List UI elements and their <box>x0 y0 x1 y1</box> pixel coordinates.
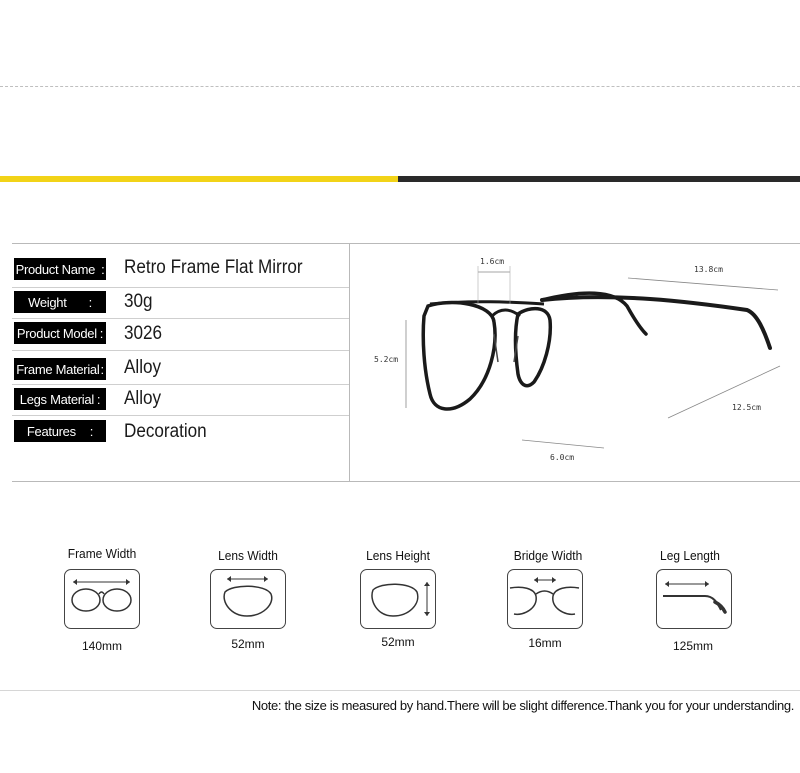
spec-colon: : <box>96 391 101 407</box>
spec-label-product-model <box>14 322 106 344</box>
measure-value-bridge-width: 16mm <box>528 636 562 650</box>
accent-bar-dark <box>398 176 800 182</box>
dim-line-leg <box>668 366 780 418</box>
measurement-note: Note: the size is measured by hand.There will be slight difference.Thank you for your understanding. <box>251 698 794 713</box>
dim-label-total: 13.8cm <box>694 265 723 274</box>
dim-line-total <box>628 278 778 290</box>
spec-label-text: Weight <box>28 294 67 310</box>
glasses-temple-arm <box>542 297 770 348</box>
bridge-width-icon <box>507 569 583 629</box>
accent-bar-yellow <box>0 176 398 182</box>
lens-width-icon <box>210 569 286 629</box>
spec-value-product-name: Retro Frame Flat Mirror <box>124 257 303 278</box>
spec-colon: : <box>101 261 105 277</box>
spec-label-product-name <box>14 258 106 280</box>
glasses-top-bar <box>430 302 544 304</box>
table-divider <box>349 243 350 481</box>
glasses-bridge <box>492 310 520 316</box>
spec-colon: : <box>100 361 104 377</box>
dim-label-leg: 12.5cm <box>732 403 761 412</box>
dim-label-bridge: 1.6cm <box>480 257 505 266</box>
spec-label-text: Product Model <box>16 325 97 341</box>
measure-title-lens-height: Lens Height <box>366 548 430 563</box>
spec-label-text: Frame Material <box>16 361 100 377</box>
spec-value-legs-material: Alloy <box>124 388 162 409</box>
leg-length-icon <box>656 569 732 629</box>
measure-title-leg-length: Leg Length <box>660 548 720 563</box>
measure-title-frame-width: Frame Width <box>67 546 137 561</box>
spec-label-text: Product Name <box>15 261 96 277</box>
dim-line-lens <box>522 440 604 448</box>
spec-label-frame-material <box>14 358 106 380</box>
table-bottom-border <box>12 481 800 482</box>
spec-colon: : <box>88 294 92 310</box>
spec-label-weight <box>14 291 106 313</box>
measure-value-leg-length: 125mm <box>672 639 713 653</box>
frame-width-icon <box>64 569 140 629</box>
footer-divider <box>0 690 800 691</box>
spec-label-text: Features <box>26 423 76 439</box>
measure-value-lens-height: 52mm <box>381 635 415 649</box>
glasses-dimension-diagram <box>352 244 798 478</box>
spec-colon: : <box>89 423 94 439</box>
row-divider <box>12 415 349 416</box>
spec-colon: : <box>99 325 104 341</box>
row-divider <box>12 384 349 385</box>
dim-label-lens: 6.0cm <box>550 453 575 462</box>
glasses-right-lens <box>515 309 550 386</box>
measure-value-frame-width: 140mm <box>81 639 122 653</box>
spec-value-weight: 30g <box>124 291 153 312</box>
measure-title-bridge-width: Bridge Width <box>513 548 583 563</box>
spec-label-features <box>14 420 106 442</box>
spec-label-legs-material <box>14 388 106 410</box>
dashed-separator <box>0 86 800 87</box>
row-divider <box>12 287 349 288</box>
row-divider <box>12 350 349 351</box>
measure-title-lens-width: Lens Width <box>218 548 278 563</box>
row-divider <box>12 318 349 319</box>
spec-value-features: Decoration <box>124 421 207 442</box>
glasses-left-lens <box>423 303 495 409</box>
measure-value-lens-width: 52mm <box>231 637 265 651</box>
spec-value-product-model: 3026 <box>124 323 163 344</box>
dim-label-height: 5.2cm <box>374 355 399 364</box>
spec-label-text: Legs Material <box>19 391 94 407</box>
spec-value-frame-material: Alloy <box>124 357 162 378</box>
lens-height-icon <box>360 569 436 629</box>
